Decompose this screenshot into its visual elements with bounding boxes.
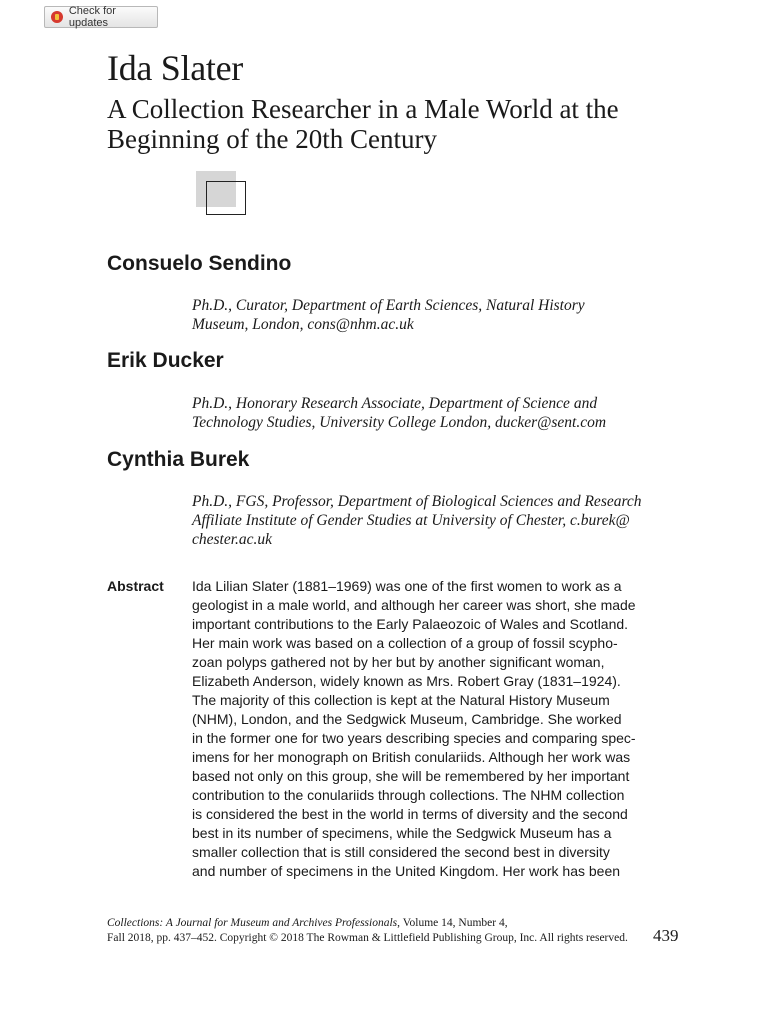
author-name: Erik Ducker — [107, 349, 224, 372]
copyright-line: Fall 2018, pp. 437–452. Copyright © 2018 The Rowman & Littlefield Publishing Group, Inc. All rights reserved. — [107, 932, 628, 944]
subtitle-line-2: Beginning of the 20th Century — [107, 124, 437, 154]
abstract-line: zoan polyps gathered not by her but by another significant woman, — [192, 654, 605, 670]
page-footer — [107, 916, 667, 946]
crossmark-icon — [51, 11, 63, 23]
abstract-line: Ida Lilian Slater (1881–1969) was one of the first women to work as a — [192, 578, 622, 594]
affiliation-line: Museum, London, cons@nhm.ac.uk — [192, 316, 414, 333]
author-name: Cynthia Burek — [107, 448, 250, 471]
page-number: 439 — [653, 926, 679, 945]
abstract-line: important contributions to the Early Palaeozoic of Wales and Scotland. — [192, 616, 629, 632]
abstract-line: The majority of this collection is kept at the Natural History Museum — [192, 692, 610, 708]
author-affiliation — [192, 296, 692, 334]
abstract-line: smaller collection that is still considered the second best in diversity — [192, 844, 610, 860]
subtitle-line-1: A Collection Researcher in a Male World at the — [107, 94, 619, 124]
publisher-logo-icon — [196, 171, 248, 217]
abstract-line: in the former one for two years describing species and comparing spec- — [192, 730, 636, 746]
author-affiliation — [192, 394, 692, 432]
abstract-line: Her main work was based on a collection of a group of fossil scypho- — [192, 635, 618, 651]
article-title: Ida Slater — [107, 48, 243, 88]
abstract-line: based not only on this group, she will be remembered by her important — [192, 768, 630, 784]
article-subtitle — [107, 94, 727, 154]
abstract-line: Elizabeth Anderson, widely known as Mrs. Robert Gray (1831–1924). — [192, 673, 621, 689]
affiliation-line: chester.ac.uk — [192, 531, 273, 548]
abstract-line: contribution to the conulariids through collections. The NHM collection — [192, 787, 625, 803]
affiliation-line: Affiliate Institute of Gender Studies at University of Chester, c.burek@ — [192, 512, 630, 529]
journal-volume: , Volume 14, Number 4, — [397, 917, 508, 929]
abstract-line: and number of specimens in the United Kingdom. Her work has been — [192, 863, 621, 879]
journal-name: Collections: A Journal for Museum and Archives Professionals — [107, 917, 398, 929]
abstract-line: best in its number of specimens, while the Sedgwick Museum has a — [192, 825, 612, 841]
abstract-text — [192, 577, 690, 881]
author-affiliation — [192, 492, 692, 549]
affiliation-line: Ph.D., Honorary Research Associate, Department of Science and — [192, 395, 598, 412]
affiliation-line: Technology Studies, University College London, ducker@sent.com — [192, 414, 607, 431]
abstract-label: Abstract — [107, 578, 164, 594]
abstract-line: is considered the best in the world in terms of diversity and the second — [192, 806, 628, 822]
author-name: Consuelo Sendino — [107, 252, 292, 275]
abstract-line: geologist in a male world, and although her career was short, she made — [192, 597, 636, 613]
abstract-line: imens for her monograph on British conulariids. Although her work was — [192, 749, 631, 765]
affiliation-line: Ph.D., Curator, Department of Earth Sciences, Natural History — [192, 297, 585, 314]
affiliation-line: Ph.D., FGS, Professor, Department of Biological Sciences and Research — [192, 493, 642, 510]
check-for-updates-button[interactable] — [44, 6, 158, 28]
abstract-line: (NHM), London, and the Sedgwick Museum, Cambridge. She worked — [192, 711, 622, 727]
check-for-updates-label: Check for updates — [68, 5, 116, 29]
